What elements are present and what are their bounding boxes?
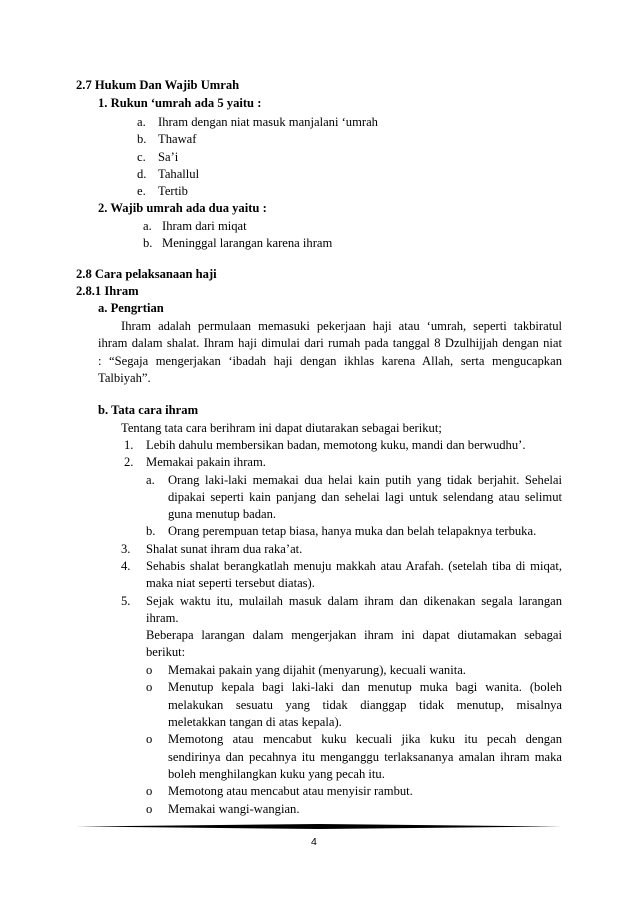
substep-line: Orang laki-laki memakai dua helai kain putih yang tidak berjahit. Sehelai — [168, 473, 562, 487]
step-text: Lebih dahulu membersikan badan, memotong kuku, mandi dan berwudhu’. — [146, 438, 526, 452]
step-marker: 2. — [124, 455, 134, 469]
list-marker: d. — [137, 167, 147, 181]
list-marker: b. — [143, 236, 153, 250]
step-line: ihram. — [146, 611, 179, 625]
step-marker: 5. — [121, 594, 131, 608]
bullet-icon: o — [146, 784, 153, 798]
substep-marker: a. — [146, 473, 155, 487]
paragraph-line: Ihram adalah permulaan memasuki pekerjaan haji atau ‘umrah, seperti takbiratul — [121, 319, 562, 333]
paragraph-line: Talbiyah”. — [98, 371, 151, 385]
bullet-icon: o — [146, 802, 153, 816]
list-item: Sa’i — [158, 150, 179, 164]
list-item: Ihram dengan niat masuk manjalani ‘umrah — [158, 115, 378, 129]
paragraph-line: : “Segaja mengerjakan ‘ibadah haji dengan ikhlas karena Allah, serta mengucapkan — [98, 354, 562, 368]
larangan-line: Memakai pakain yang dijahit (menyarung), kecuali wanita. — [168, 663, 466, 677]
list-item: Thawaf — [158, 132, 197, 146]
section-title-2-7: 2.7 Hukum Dan Wajib Umrah — [76, 78, 240, 92]
bullet-icon: o — [146, 732, 153, 746]
step-text: Memakai pakain ihram. — [146, 455, 266, 469]
step-marker: 3. — [121, 542, 131, 556]
rukun-heading: 1. Rukun ‘umrah ada 5 yaitu : — [98, 96, 262, 110]
larangan-line: meletakkan tangan di atas kepala). — [168, 715, 342, 729]
list-item: Ihram dari miqat — [162, 219, 247, 233]
list-marker: a. — [137, 115, 146, 129]
substep-line: dipakai seperti kain panjang dan sehelai lagi untuk selendang atau selimut — [168, 490, 562, 504]
paragraph-line: ihram dalam shalat. Ihram haji dimulai dari rumah pada tanggal 8 Dzulhijjah dengan niat — [98, 336, 562, 350]
bullet-icon: o — [146, 680, 153, 694]
larangan-line: Memotong atau mencabut atau menyisir rambut. — [168, 784, 413, 798]
list-marker: b. — [137, 132, 147, 146]
step-line: Sehabis shalat berangkatlah menuju makkah atau Arafah. (setelah tiba di miqat, — [146, 559, 562, 573]
list-item: Tahallul — [158, 167, 200, 181]
wajib-heading: 2. Wajib umrah ada dua yaitu : — [98, 201, 267, 215]
larangan-line: Memakai wangi-wangian. — [168, 802, 300, 816]
larangan-intro-line: berikut: — [146, 645, 186, 659]
larangan-line: boleh menghilangkan kuku yang pecah itu. — [168, 767, 385, 781]
footer-divider — [76, 824, 562, 829]
list-marker: c. — [137, 150, 146, 164]
bullet-icon: o — [146, 663, 153, 677]
step-text: Shalat sunat ihram dua raka’at. — [146, 542, 303, 556]
step-marker: 1. — [124, 438, 134, 452]
substep-marker: b. — [146, 524, 156, 538]
list-item: Tertib — [158, 184, 188, 198]
larangan-line: Memotong atau mencabut kuku kecuali jika kuku itu pecah dengan — [168, 732, 562, 746]
tata-cara-heading: b. Tata cara ihram — [98, 403, 199, 417]
list-marker: e. — [137, 184, 146, 198]
list-marker: a. — [143, 219, 152, 233]
page-number: 4 — [311, 836, 317, 848]
larangan-intro-line: Beberapa larangan dalam mengerjakan ihram ini dapat diutamakan sebagai — [146, 628, 562, 642]
substep-line: guna menutup badan. — [168, 507, 277, 521]
tata-cara-intro: Tentang tata cara berihram ini dapat diutarakan sebagai berikut; — [121, 421, 442, 435]
section-title-2-8: 2.8 Cara pelaksanaan haji — [76, 267, 217, 281]
larangan-line: melakukan sesuatu yang tidak dianggap tidak menutup, misalnya — [168, 698, 562, 712]
larangan-line: sendirinya dan pecahnya itu menganggu terlaksananya amalan ihram maka — [168, 750, 562, 764]
subsection-title-2-8-1: 2.8.1 Ihram — [76, 284, 139, 298]
substep-text: Orang perempuan tetap biasa, hanya muka dan belah telapaknya terbuka. — [168, 524, 537, 538]
step-marker: 4. — [121, 559, 131, 573]
list-item: Meninggal larangan karena ihram — [162, 236, 333, 250]
larangan-line: Menutup kepala bagi laki-laki dan menutup muka bagi wanita. (boleh — [168, 680, 562, 694]
pengertian-heading: a. Pengrtian — [98, 301, 164, 315]
step-line: Sejak waktu itu, mulailah masuk dalam ihram dan dikenakan segala larangan — [146, 594, 562, 608]
step-line: maka niat seperti tersebut diatas). — [146, 576, 315, 590]
